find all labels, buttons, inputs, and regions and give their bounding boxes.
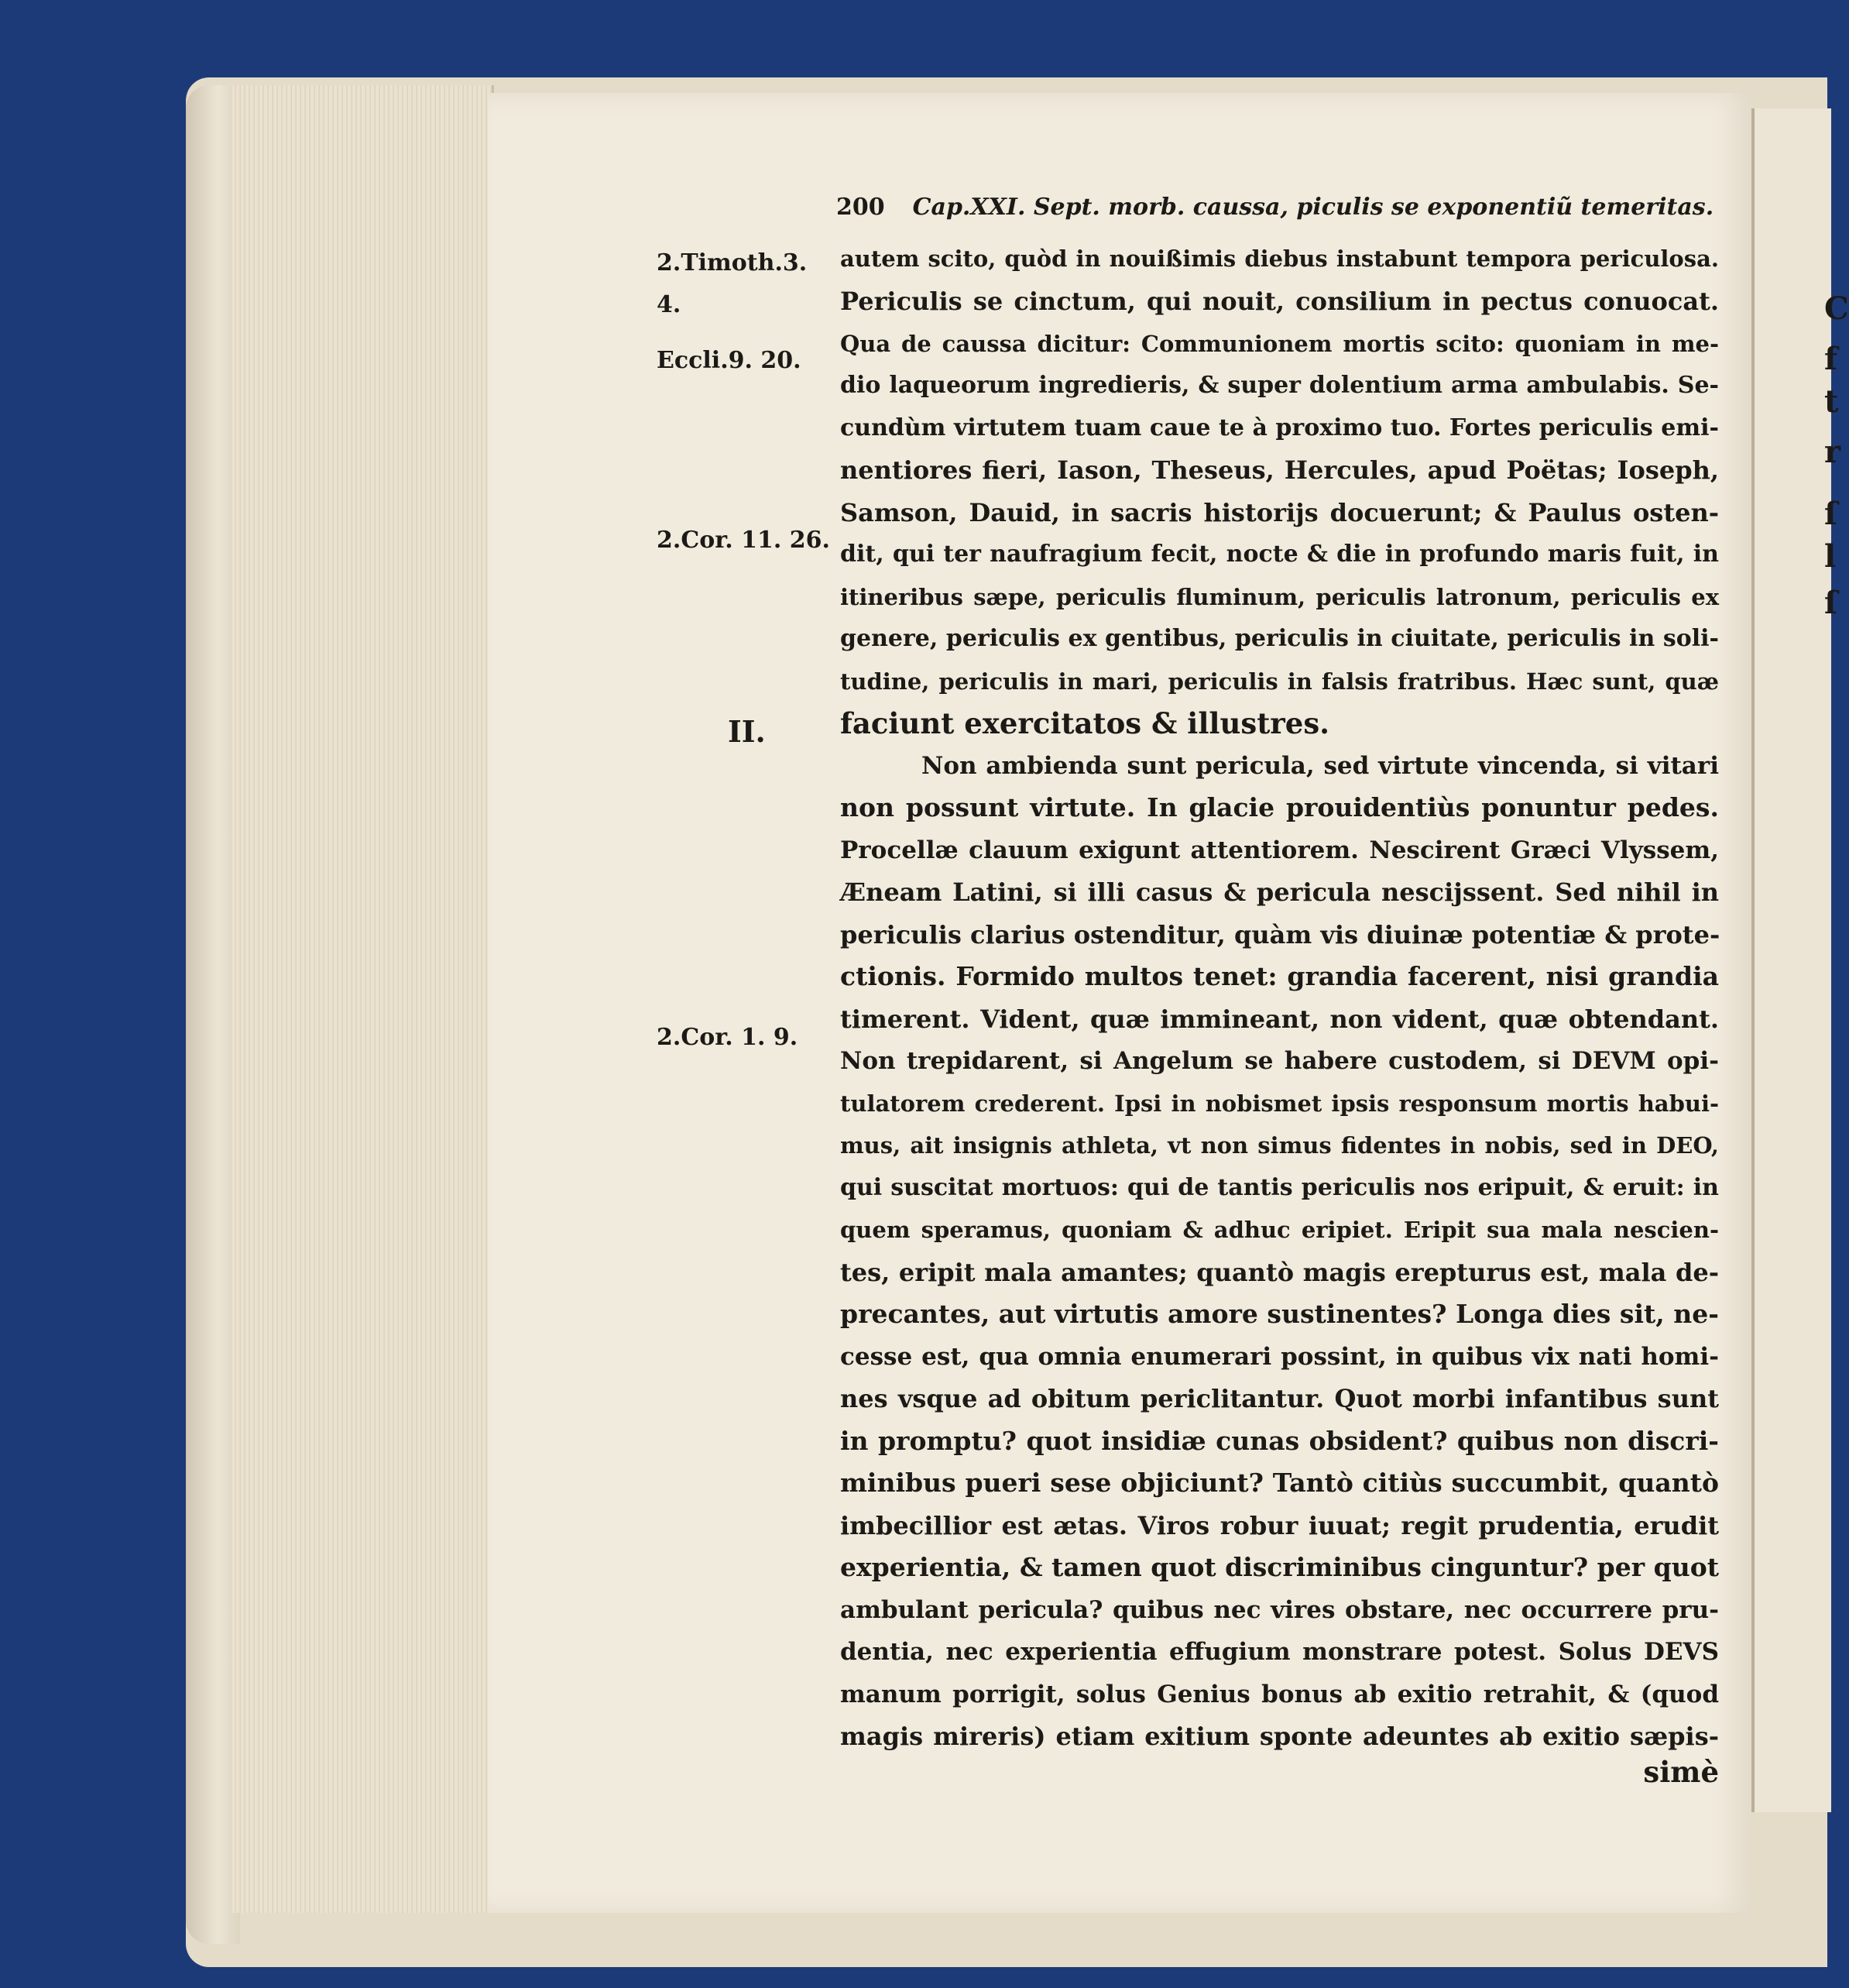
chapter-title: Cap.XXI. Sept. morb. caussa, piculis se exponentiũ temeritas. (912, 194, 1714, 221)
text-line: qui suscitat mortuos: qui de tantis periculis nos eripuit, & eruit: in (840, 1174, 1719, 1201)
text-line: Procellæ clauum exigunt attentiorem. Nescirent Græci Vlyssem, (840, 836, 1719, 864)
margin-reference: 4. (657, 291, 681, 318)
margin-reference: 2.Cor. 11. 26. (657, 527, 830, 554)
text-line: faciunt exercitatos & illustres. (840, 706, 1330, 740)
text-line: Non trepidarent, si Angelum se habere custodem, si DEVM opi- (840, 1047, 1719, 1075)
margin-reference: 2.Cor. 1. 9. (657, 1024, 798, 1051)
text-line: dio laqueorum ingredieris, & super dolentium arma ambulabis. Se- (840, 372, 1719, 399)
facing-page-fragment: t (1824, 383, 1839, 420)
text-line: Æneam Latini, si illi casus & pericula nescijssent. Sed nihil in (840, 877, 1719, 907)
text-line: dit, qui ter naufragium fecit, nocte & die in profundo maris fuit, in (840, 541, 1719, 568)
facing-page-fragment: l (1824, 538, 1837, 575)
section-number: II. (728, 714, 766, 749)
facing-page-edge (1751, 108, 1849, 1812)
margin-reference: 2.Timoth.3. (657, 249, 808, 276)
facing-page-fragment: r (1824, 434, 1841, 470)
facing-page-fragment: ſ (1824, 496, 1838, 532)
text-line: ambulant pericula? quibus nec vires obstare, nec occurrere pru- (840, 1596, 1719, 1624)
catchword: simè (1643, 1755, 1719, 1789)
text-line: itineribus sæpe, periculis fluminum, periculis latronum, periculis ex (840, 584, 1719, 610)
text-line: mus, ait insignis athleta, vt non simus fidentes in nobis, sed in DEO, (840, 1132, 1719, 1159)
facing-page-fragment: C (1824, 290, 1849, 327)
text-line: cesse est, qua omnia enumerari possint, in quibus vix nati homi- (840, 1343, 1719, 1371)
text-line: non possunt virtute. In glacie prouidentiùs ponuntur pedes. (840, 792, 1719, 822)
text-line: minibus pueri sese objiciunt? Tantò citiùs succumbit, quantò (840, 1468, 1719, 1498)
text-line: tes, eripit mala amantes; quantò magis erepturus est, mala de- (840, 1258, 1719, 1287)
text-line: timerent. Vident, quæ immineant, non vident, quæ obtendant. (840, 1004, 1719, 1034)
text-line: nentiores fieri, Iason, Theseus, Hercules, apud Poëtas; Ioseph, (840, 455, 1719, 485)
text-line: Qua de caussa dicitur: Communionem mortis scito: quoniam in me- (840, 331, 1719, 357)
text-line: precantes, aut virtutis amore sustinentes? Longa dies sit, ne- (840, 1299, 1719, 1329)
facing-page-fragment: ſ (1824, 585, 1838, 621)
text-line: magis mireris) etiam exitium sponte adeuntes ab exitio sæpis- (840, 1722, 1719, 1751)
text-line: quem speramus, quoniam & adhuc eripiet. Eripit sua mala nescien- (840, 1217, 1719, 1243)
text-line: tulatorem crederent. Ipsi in nobismet ipsis responsum mortis habui- (840, 1090, 1719, 1117)
text-line: in promptu? quot insidiæ cunas obsident? quibus non discri- (840, 1426, 1719, 1456)
text-line: imbecillior est ætas. Viros robur iuuat; regit prudentia, erudit (840, 1511, 1719, 1540)
text-line: nes vsque ad obitum periclitantur. Quot morbi infantibus sunt (840, 1384, 1719, 1413)
running-head (836, 194, 1713, 221)
text-line: manum porrigit, solus Genius bonus ab exitio retrahit, & (quod (840, 1681, 1719, 1708)
text-line: Samson, Dauid, in sacris historijs docuerunt; & Paulus osten- (840, 498, 1719, 527)
facing-page-fragment: f (1824, 341, 1838, 377)
text-line: experientia, & tamen quot discriminibus cinguntur? per quot (840, 1552, 1719, 1582)
text-line: cundùm virtutem tuam caue te à proximo tuo. Fortes periculis emi- (840, 414, 1719, 441)
text-line: Periculis se cinctum, qui nouit, consilium in pectus conuocat. (840, 287, 1719, 316)
text-line: dentia, nec experientia effugium monstrare potest. Solus DEVS (840, 1638, 1719, 1666)
text-line: tudine, periculis in mari, periculis in falsis fratribus. Hæc sunt, quæ (840, 668, 1719, 695)
text-line: periculis clarius ostenditur, quàm vis diuinæ potentiæ & prote- (840, 920, 1720, 949)
text-line: genere, periculis ex gentibus, periculis in ciuitate, periculis in soli- (840, 625, 1719, 652)
text-line: ctionis. Formido multos tenet: grandia facerent, nisi grandia (840, 961, 1719, 991)
page-number: 200 (836, 194, 885, 221)
margin-reference: Eccli.9. 20. (657, 347, 801, 374)
text-line: Non ambienda sunt pericula, sed virtute vincenda, si vitari (921, 752, 1719, 780)
text-line: autem scito, quòd in nouißimis diebus instabunt tempora periculosa. (840, 245, 1719, 272)
page-edges (232, 85, 494, 1913)
